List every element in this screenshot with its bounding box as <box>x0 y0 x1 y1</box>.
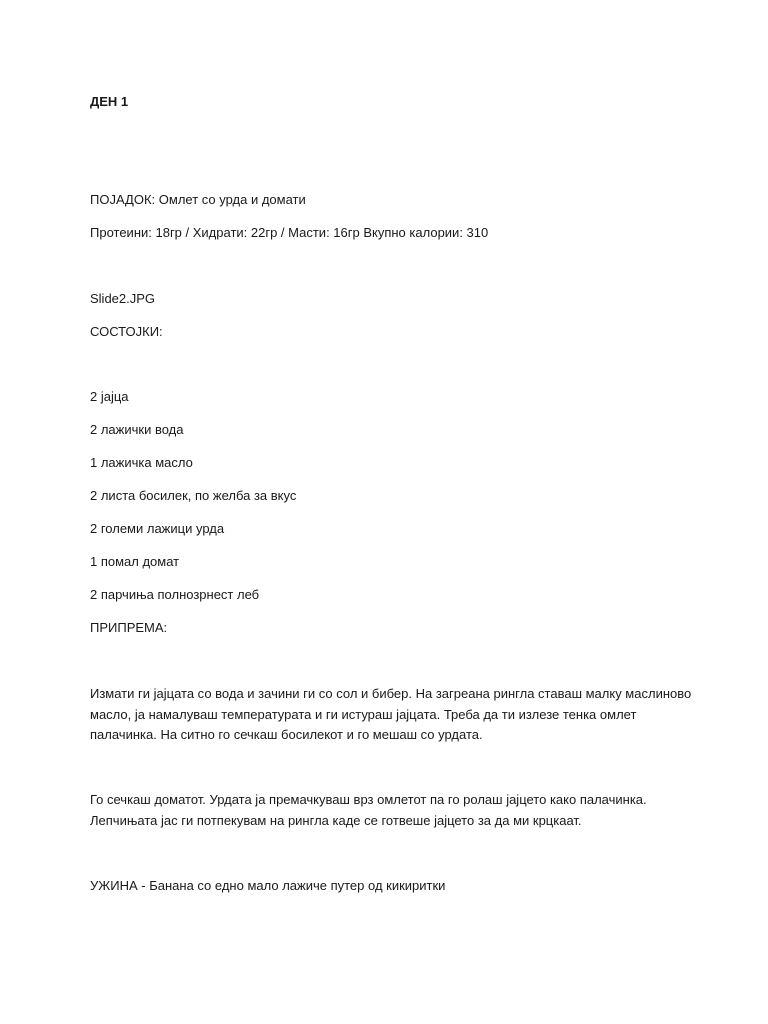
preparation-heading: ПРИПРЕМА: <box>90 620 168 635</box>
breakfast-title: ПОЈАДОК: Омлет со урда и домати <box>90 192 306 207</box>
list-item: 2 јајца <box>90 389 129 404</box>
ingredients-heading: СОСТОЈКИ: <box>90 324 163 339</box>
snack-line: УЖИНА - Банана со едно мало лажиче путер од кикиритки <box>90 878 446 893</box>
day-heading: ДЕН 1 <box>90 94 129 109</box>
list-item: 1 помал домат <box>90 554 180 569</box>
nutrition-line: Протеини: 18гр / Хидрати: 22гр / Масти: 16гр Вкупно калории: 310 <box>90 225 489 240</box>
list-item: 1 лажичка масло <box>90 455 193 470</box>
paragraph-line: Лепчињата јас ги потпекувам на рингла каде се готвеше јајцето за да ми крцкаат. <box>90 812 582 828</box>
paragraph-line: палачинка. На ситно го сечкаш босилекот и го мешаш со урдата. <box>90 727 483 742</box>
list-item: 2 листа босилек, по желба за вкус <box>90 488 297 503</box>
list-item: 2 парчиња полнозрнест леб <box>90 587 260 602</box>
preparation-paragraph-2 <box>90 790 680 831</box>
paragraph-line: Го сечкаш доматот. Урдата ја премачкуваш врз омлетот па го ролаш јајцето како палачинка. <box>90 792 647 807</box>
list-item: 2 лажички вода <box>90 422 184 437</box>
paragraph-line: Измати ги јајцата со вода и зачини ги со сол и бибер. На загреана рингла ставаш малку маслиново <box>90 686 692 701</box>
image-filename: Slide2.JPG <box>90 291 156 306</box>
paragraph-line: масло, ја намалуваш температурата и ги истураш јајцата. Треба да ти излезе тенка омлет <box>90 706 637 722</box>
preparation-paragraph-1 <box>90 684 692 746</box>
list-item: 2 големи лажици урда <box>90 521 225 536</box>
